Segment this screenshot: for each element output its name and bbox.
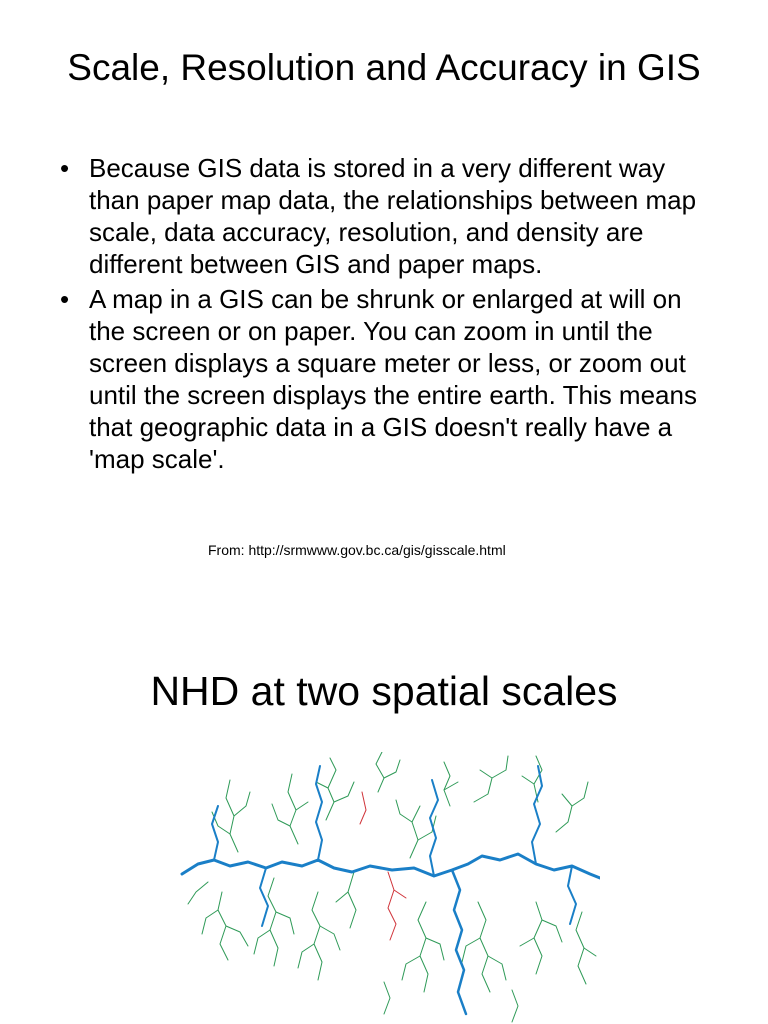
bullet-text: Because GIS data is stored in a very different way than paper map data, the relationships between map scale, data accuracy, resolution, and density are different between GIS and paper maps. [89,153,697,279]
slide-nhd-spatial-scales [0,590,768,1024]
source-citation: From: http://srmwww.gov.bc.ca/gis/gisscale.html [208,542,506,558]
minor-streams [188,752,596,1022]
stream-network-map [178,752,600,1024]
stream-network-map-graphic [178,752,600,1024]
slide-title: NHD at two spatial scales [150,668,618,714]
bullet-icon: • [60,153,70,183]
bullet-text: A map in a GIS can be shrunk or enlarged at will on the screen or on paper. You can zoom in until the screen displays a square meter or less, or zoom out until the screen displays the entire earth. This means that geographic data in a GIS doesn't really have a 'map scale'. [89,284,697,474]
major-rivers [182,766,600,1014]
bullet-list [60,152,720,478]
bullet-icon: • [60,284,70,314]
slide-title: Scale, Resolution and Accuracy in GIS [67,47,701,88]
bullet-item [60,152,720,280]
bullet-item [60,283,720,475]
